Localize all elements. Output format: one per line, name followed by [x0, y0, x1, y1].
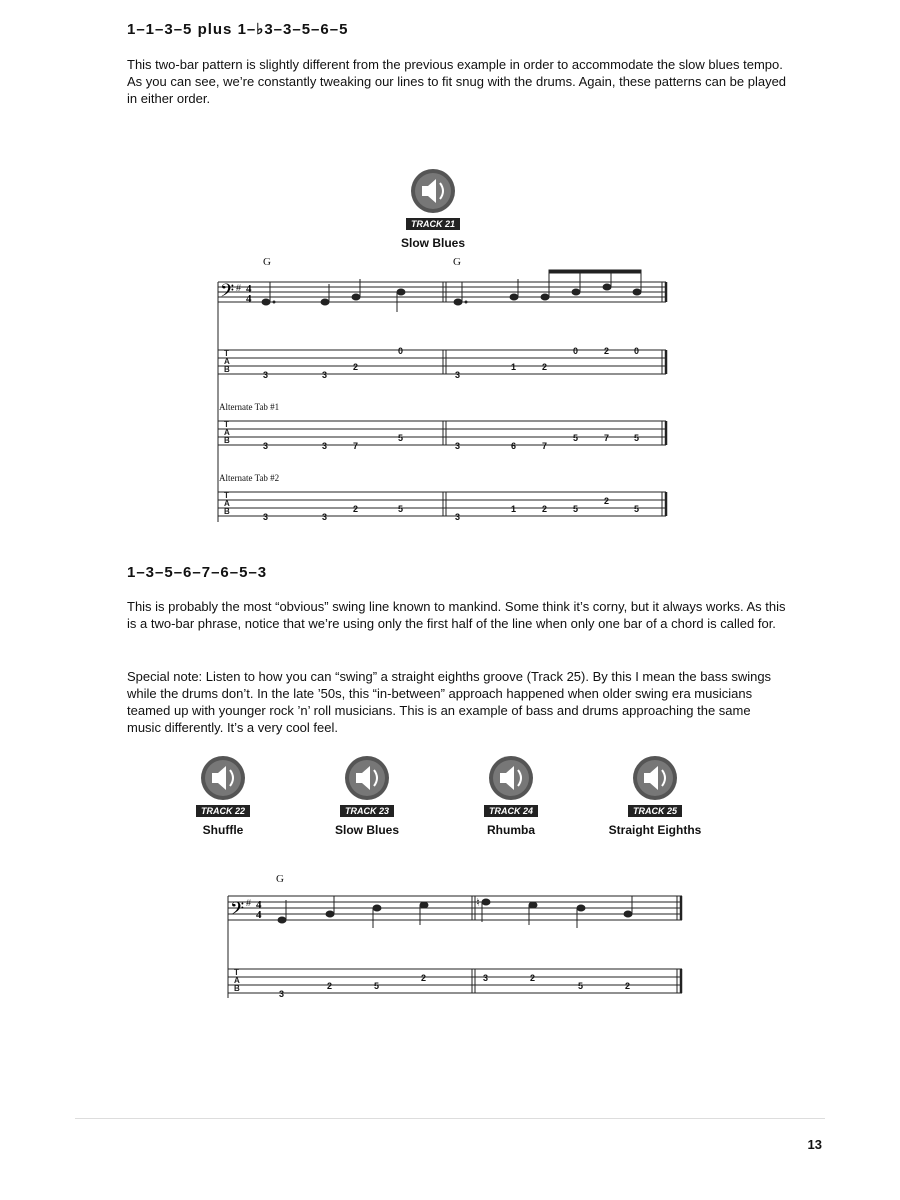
track-label: Slow Blues — [400, 236, 465, 250]
svg-text:B: B — [224, 507, 230, 516]
tab-number: 3 — [322, 370, 328, 380]
svg-text:A: A — [224, 499, 230, 508]
svg-text:4: 4 — [256, 899, 262, 911]
tab-number: 3 — [263, 512, 269, 522]
svg-text:B: B — [224, 365, 230, 374]
track-badge: TRACK 22 — [196, 805, 250, 817]
svg-text:T: T — [224, 349, 229, 358]
tab-number: 7 — [353, 441, 359, 451]
tab-number: 5 — [573, 433, 579, 443]
svg-text:A: A — [224, 357, 230, 366]
tab-number: 1 — [511, 504, 517, 514]
svg-text:B: B — [234, 984, 240, 993]
svg-text:4: 4 — [256, 909, 262, 921]
svg-text:♮: ♮ — [476, 896, 480, 909]
page-number: 13 — [807, 1137, 822, 1152]
tab-number: 3 — [455, 512, 461, 522]
tab-number: 3 — [455, 370, 461, 380]
tab-number: 2 — [353, 504, 359, 514]
track-label: Rhumba — [487, 823, 535, 837]
section-paragraph: This two-bar pattern is slightly different from the previous example in order to accommodate the slow blues tempo. As you can see, we’re constantly tweaking our lines to fit snug with the drums. Again, these patterns can be played in either order. — [127, 57, 787, 106]
tab-number: 3 — [263, 370, 269, 380]
tab-number: 2 — [353, 362, 359, 372]
svg-text:A: A — [224, 428, 230, 437]
tab-number: 5 — [573, 504, 579, 514]
svg-text:B: B — [224, 436, 230, 445]
tab-number: 1 — [511, 362, 517, 372]
svg-text:#: # — [246, 898, 252, 908]
track-badge: TRACK 24 — [484, 805, 538, 817]
chord-symbol: G — [276, 873, 284, 885]
tab-number: 2 — [530, 973, 536, 983]
svg-text:T: T — [224, 491, 229, 500]
tab-number: 0 — [573, 346, 579, 356]
tab-number: 7 — [604, 433, 610, 443]
tab-number: 3 — [263, 441, 269, 451]
tab-number: 5 — [634, 504, 640, 514]
tab-number: 3 — [322, 441, 328, 451]
track-badge: TRACK 21 — [406, 218, 460, 230]
section-heading: 1–3–5–6–7–6–5–3 — [127, 564, 268, 581]
tab-number: 5 — [374, 981, 380, 991]
tab-number: 2 — [542, 504, 548, 514]
svg-text:4: 4 — [246, 283, 252, 295]
tab-number: 0 — [398, 346, 404, 356]
section-paragraph: Special note: Listen to how you can “swing” a straight eighths groove (Track 25). By this I mean the bass swings while the drums don’t. In the late ’50s, this “in-between” approach happened when older swing era musicians teamed up with younger rock ’n’ roll musicians. This is an example of bass and drums approaching the same music differently. It’s a very cool feel. — [127, 669, 772, 735]
svg-text:4: 4 — [246, 293, 252, 305]
svg-text:T: T — [224, 420, 229, 429]
tab-number: 3 — [279, 989, 285, 999]
svg-text:#: # — [236, 283, 242, 293]
tab-number: 5 — [398, 433, 404, 443]
tab-number: 5 — [398, 504, 404, 514]
track-badge: TRACK 25 — [628, 805, 682, 817]
track-badge: TRACK 23 — [340, 805, 394, 817]
tab-number: 0 — [634, 346, 640, 356]
bass-clef-icon: 𝄢 — [230, 899, 245, 924]
tab-number: 5 — [578, 981, 584, 991]
track-label: Straight Eighths — [608, 823, 702, 837]
footer-rule — [75, 1118, 825, 1119]
section-paragraph: This is probably the most “obvious” swing line known to mankind. Some think it’s corny, but it always works. As this is a two-bar phrase, notice that we’re using only the first half of the line when only one bar of a chord is called for. — [127, 599, 786, 631]
svg-text:A: A — [234, 976, 240, 985]
track-label: Shuffle — [202, 823, 244, 837]
alternate-tab-label: Alternate Tab #1 — [219, 402, 280, 412]
tab-number: 3 — [322, 512, 328, 522]
tab-number: 2 — [421, 973, 427, 983]
tab-number: 2 — [327, 981, 333, 991]
chord-symbol: G — [453, 256, 461, 268]
tab-number: 6 — [511, 441, 517, 451]
chord-symbol: G — [263, 256, 271, 268]
alternate-tab-label: Alternate Tab #2 — [219, 473, 280, 483]
tab-number: 3 — [455, 441, 461, 451]
tab-number: 2 — [542, 362, 548, 372]
tab-number: 7 — [542, 441, 548, 451]
tab-number: 2 — [604, 496, 610, 506]
tab-number: 2 — [604, 346, 610, 356]
tab-number: 5 — [634, 433, 640, 443]
track-label: Slow Blues — [334, 823, 399, 837]
section-heading: 1–1–3–5 plus 1–♭3–3–5–6–5 — [127, 21, 349, 38]
tab-number: 2 — [625, 981, 631, 991]
bass-clef-icon: 𝄢 — [220, 281, 235, 306]
svg-text:T: T — [234, 968, 239, 977]
tab-number: 3 — [483, 973, 489, 983]
